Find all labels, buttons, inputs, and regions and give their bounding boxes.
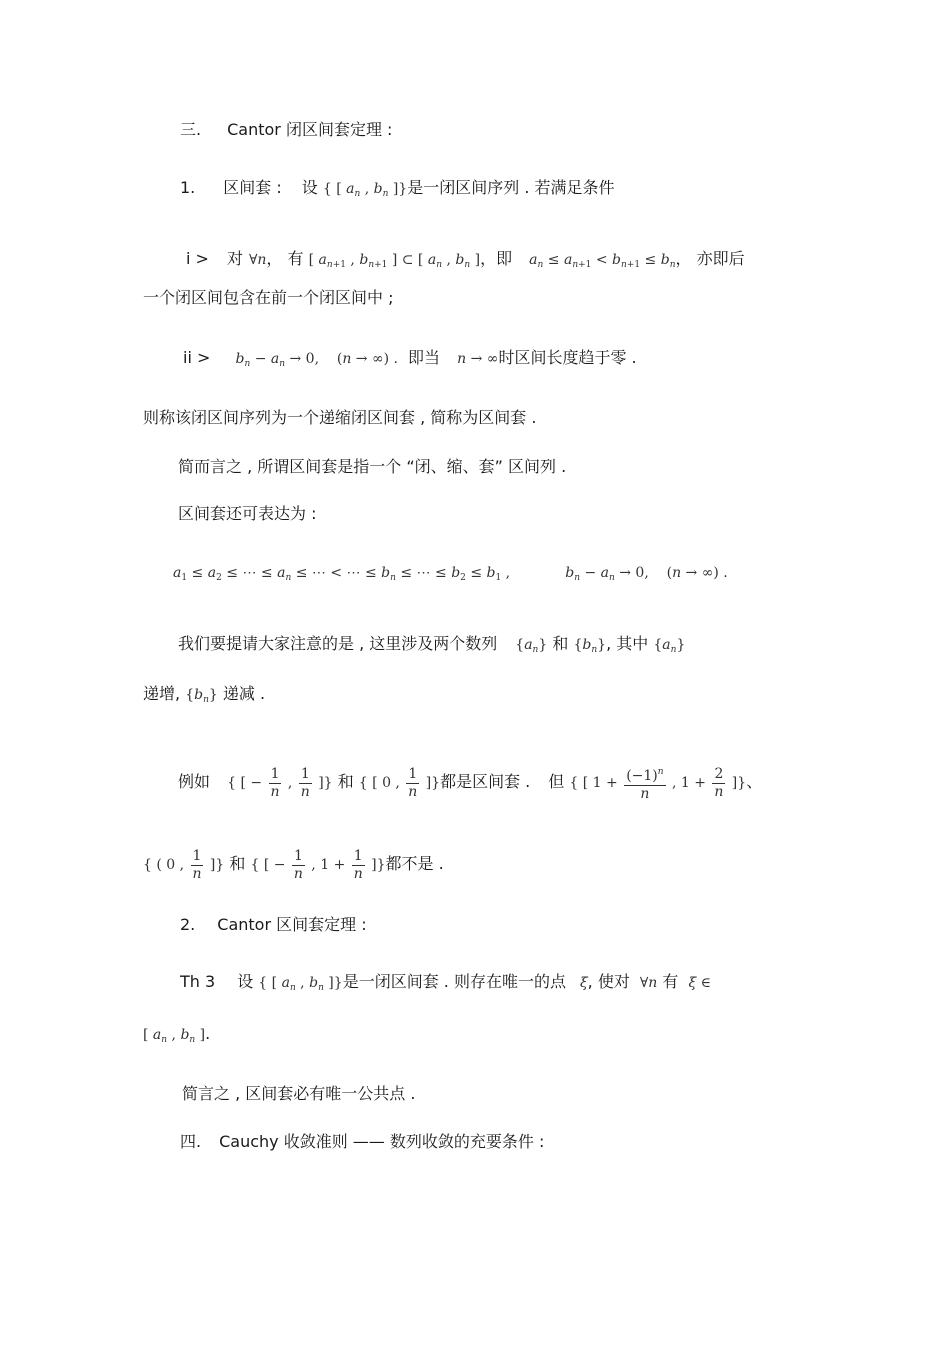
paragraph-note-continued: 递增, $\{b_n\}$ 递减 . bbox=[143, 684, 266, 705]
formula-chain: $a_1 \le a_2$ ≤ ⋯ ≤ $a_n$ ≤ ⋯ < ⋯ ≤ $b_n$ ≤ ⋯ ≤ $b_2 \le b_1$ , $b_n - a_n \to 0$, (n → ∞) . bbox=[173, 565, 728, 583]
formula-forall-n: ∀n bbox=[248, 252, 267, 268]
condition-2: ii > $b_n - a_n \to 0$, (n → ∞) . 即当 n → ∞时区间长度趋于零 . bbox=[183, 348, 637, 369]
formula-n-to-infinity: n → ∞ bbox=[457, 351, 499, 367]
paragraph-summary: 简而言之 , 所谓区间套是指一个 “闭、缩、套” 区间列 . bbox=[178, 457, 567, 476]
example-line-2: { ( 0 , $\frac{1}{n}$ ]} 和 { [ − $\frac{1}{n}$ , 1 + $\frac{1}{n}$ ]}都不是 . bbox=[143, 847, 444, 882]
definition-nested-intervals: 1. 区间套 : 设 { [ $a_n$ , $b_n$ ]}是一闭区间序列 . 若满足条件 bbox=[180, 178, 615, 199]
interval-sequence-formula: { [ $a_n$ , $b_n$ ]} bbox=[322, 181, 408, 199]
paragraph-expression: 区间套还可表达为 : bbox=[178, 504, 317, 523]
section-4-heading: 四. Cauchy 收敛准则 —— 数列收敛的充要条件 : bbox=[180, 1132, 545, 1151]
section-3-heading: 三. Cantor 闭区间套定理 : bbox=[180, 120, 393, 139]
theorem-3: Th 3 设 { [ $a_n$ , $b_n$ ]}是一闭区间套 . 则存在唯一的点 ξ, 使对 ∀n 有 ξ ∈ bbox=[180, 972, 711, 993]
condition-1: i > 对 ∀n， 有 [ $a_{n+1}$ , $b_{n+1}$ ] ⊂ [ $a_n$ , $b_n$ ]，即 $a_n \le a_{n+1} < b_{n+1} \le b_n$， 亦即后 bbox=[186, 249, 745, 270]
section-2-heading: 2. Cantor 区间套定理 : bbox=[180, 915, 367, 934]
formula-length-to-zero: $b_n - a_n \to 0$, (n → ∞) . bbox=[235, 351, 398, 369]
formula-endpoint-order: $a_n \le a_{n+1} < b_{n+1} \le b_n$ bbox=[529, 252, 676, 270]
formula-interval-inclusion: [ $a_{n+1}$ , $b_{n+1}$ ] ⊂ [ $a_n$ , $b_n$ ] bbox=[308, 252, 481, 270]
example-line-1: 例如 { [ − $\frac{1}{n}$ , $\frac{1}{n}$ ]} 和 { [ 0 , $\frac{1}{n}$ ]}都是区间套 . 但 { [ 1 + $\frac{(-1)^n}{n}$ , 1 + $\frac{2}{n}$ ]}、 bbox=[178, 765, 763, 802]
paragraph-definition-name: 则称该闭区间序列为一个递缩闭区间套 , 简称为区间套 . bbox=[143, 408, 537, 427]
condition-1-continued: 一个闭区间包含在前一个闭区间中 ; bbox=[143, 288, 394, 307]
theorem-3-continued: [ $a_n$ , $b_n$ ]. bbox=[143, 1024, 211, 1045]
paragraph-note: 我们要提请大家注意的是 , 这里涉及两个数列 $\{a_n\}$ 和 $\{b_n\}$, 其中 $\{a_n\}$ bbox=[178, 634, 686, 655]
paragraph-gist: 简言之 , 区间套必有唯一公共点 . bbox=[182, 1084, 416, 1103]
